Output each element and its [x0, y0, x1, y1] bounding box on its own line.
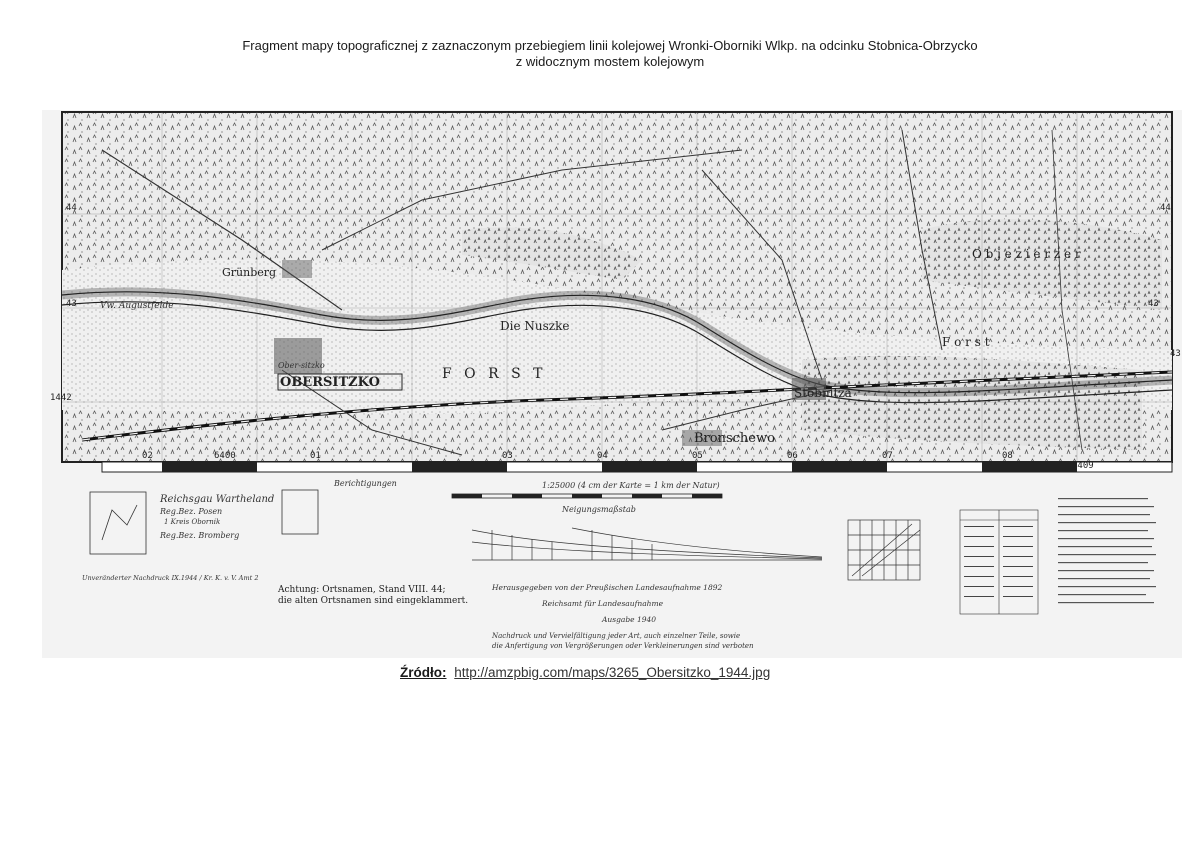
grid-bottom-6400: 6400 — [214, 451, 236, 461]
source-attribution — [400, 665, 820, 680]
grid-bottom-6409: 6409 — [1072, 461, 1094, 471]
legend-unveraendert: Unveränderter Nachdruck IX.1944 / Kr. K. v. V. Amt 2 — [82, 574, 259, 582]
legend-regbez-bromberg: Reg.Bez. Bromberg — [160, 531, 240, 540]
grid-bottom-06: 06 — [787, 451, 798, 461]
grad-strich-rows — [964, 526, 1033, 597]
legend-herausgegeben: Herausgegeben von der Preußischen Landesaufnahme 1892 — [492, 583, 723, 592]
legend-ausgabe: Ausgabe 1940 — [602, 615, 657, 624]
grid-bottom-04: 04 — [597, 451, 608, 461]
legend-berichtigungen: Berichtigungen — [334, 479, 397, 488]
label-bronschewo: Bronschewo — [694, 431, 775, 446]
source-link[interactable]: http://amzpbig.com/maps/3265_Obersitzko_1944.jpg — [454, 665, 771, 680]
source-label: Źródło: — [400, 665, 447, 680]
label-augustfelde: Vw. Augustfelde — [100, 301, 174, 311]
slope-diagram — [472, 528, 822, 560]
label-forst-right: F o r s t — [942, 335, 990, 349]
grid-left-43: 43 — [66, 299, 77, 309]
label-stobnitza: Stobnitza — [794, 386, 852, 400]
grid-right-44: 44 — [1160, 203, 1171, 213]
grid-bottom-03: 03 — [502, 451, 513, 461]
label-grunberg: Grünberg — [222, 266, 277, 279]
grid-bottom-07: 07 — [882, 451, 893, 461]
topographic-map — [42, 110, 1182, 658]
legend-regbez-posen: Reg.Bez. Posen — [160, 507, 223, 516]
title-line-2: z widocznym mostem kolejowym — [515, 54, 705, 69]
label-objezierzer: O b j e z i e r z e r — [972, 247, 1081, 261]
label-forst: F O R S T — [442, 366, 547, 382]
grid-left-1442: 1442 — [50, 393, 72, 403]
grad-strich-table — [960, 510, 1038, 614]
neigung-label: Neigungsmaßstab — [562, 505, 636, 514]
admin-index-box — [90, 492, 146, 554]
grid-bottom-01: 01 — [310, 451, 321, 461]
right-notes-block — [1058, 498, 1156, 603]
grid-right-43a: 43 — [1148, 299, 1159, 309]
map-canvas — [42, 110, 1182, 658]
scale-text: 1:25000 (4 cm der Karte = 1 km der Natur) — [542, 481, 720, 490]
grid-left-44: 44 — [66, 203, 77, 213]
grid-bottom-08: 08 — [1002, 451, 1013, 461]
grid-bottom-05: 05 — [692, 451, 703, 461]
label-obersitzko-small: Ober-sitzko — [278, 361, 325, 370]
declination-graph — [848, 520, 920, 580]
legend-achtung-2: die alten Ortsnamen sind eingeklammert. — [278, 596, 469, 606]
corrections-box — [282, 490, 318, 534]
legend-nachdruck: Nachdruck und Vervielfältigung jeder Art, auch einzelner Teile, sowie — [492, 632, 741, 640]
legend-achtung: Achtung: Ortsnamen, Stand VIII. 44; — [278, 585, 446, 595]
label-obersitzko: OBERSITZKO — [280, 375, 380, 390]
page-title — [180, 38, 1040, 70]
legend-nachdruck-2: die Anfertigung von Vergrößerungen oder Verkleinerungen sind verboten — [492, 642, 754, 650]
grid-bottom-02: 02 — [142, 451, 153, 461]
legend-reichsgau: Reichsgau Wartheland — [160, 494, 275, 505]
legend-kreis-obornik: 1 Kreis Obornik — [164, 518, 221, 526]
label-die-nuszke: Die Nuszke — [500, 319, 570, 333]
legend-reichsamt: Reichsamt für Landesaufnahme — [542, 599, 664, 608]
grid-right-43b: 43 — [1170, 349, 1181, 359]
title-line-1: Fragment mapy topograficznej z zaznaczonym przebiegiem linii kolejowej Wronki-Oborniki Wlkp. na odcinku Stobnica-Obrzycko — [242, 38, 978, 53]
